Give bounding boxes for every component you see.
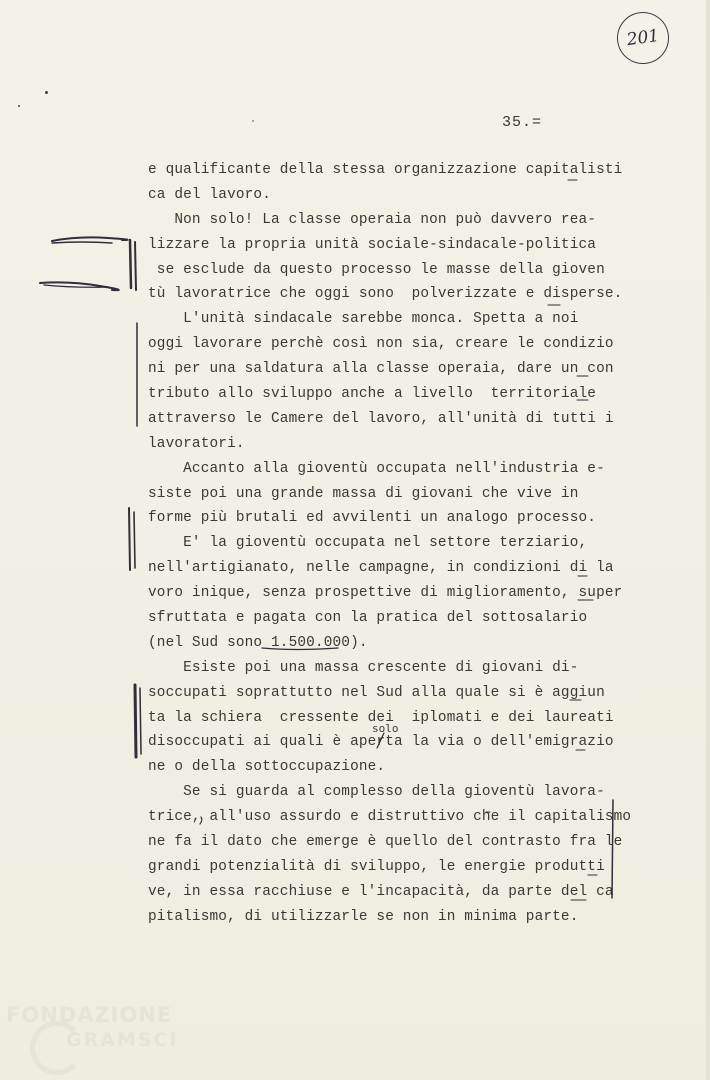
text-line: se esclude da questo processo le masse della gioven: [148, 261, 605, 278]
text-line: ve, in essa racchiuse e l'incapacità, da parte del ca: [148, 883, 614, 900]
text-line: Esiste poi una massa crescente di giovani di-: [148, 659, 579, 676]
text-line: lavoratori.: [148, 435, 245, 452]
text-line: sfruttata e pagata con la pratica del sottosalario: [148, 610, 588, 627]
handwritten-insertion: solo: [372, 722, 399, 735]
foundation-watermark: [6, 1003, 181, 1073]
text-line: ni per una saldatura alla classe operaia, dare un con: [148, 361, 614, 378]
text-line: oggi lavorare perchè così non sia, creare le condizio: [148, 336, 614, 353]
text-line: ne fa il dato che emerge è quello del contrasto fra le: [148, 834, 623, 851]
text-line: trice, all'uso assurdo e distruttivo che il capitalismo: [148, 809, 632, 826]
text-line: tributo allo sviluppo anche a livello territoriale: [148, 386, 597, 403]
watermark-line2: GRAMSCI: [66, 1029, 179, 1051]
text-line: ca del lavoro.: [148, 186, 272, 203]
typed-text-body: [148, 158, 632, 930]
watermark-line1: FONDAZIONE: [6, 1003, 173, 1027]
text-line: tù lavoratrice che oggi sono polverizzate e disperse.: [148, 286, 623, 303]
text-line: attraverso le Camere del lavoro, all'unità di tutti i: [148, 410, 614, 427]
page-edge: [706, 0, 710, 1080]
text-line: forme più brutali ed avvilenti un analogo processo.: [148, 510, 597, 527]
text-line: nell'artigianato, nelle campagne, in condizioni di la: [148, 560, 614, 577]
text-line: disoccupati ai quali è aperta la via o dell'emigrazio: [148, 734, 614, 751]
text-line: Se si guarda al complesso della gioventù lavora-: [148, 784, 605, 801]
text-line: E' la gioventù occupata nel settore terziario,: [148, 535, 588, 552]
page-number: 35.=: [502, 114, 543, 131]
ink-speck: [252, 120, 254, 122]
text-line: soccupati soprattutto nel Sud alla quale si è aggiun: [148, 684, 605, 701]
text-line: e qualificante della stessa organizzazione capitalisti: [148, 162, 623, 178]
text-line: siste poi una grande massa di giovani che vive in: [148, 485, 579, 502]
text-line: (nel Sud sono 1.500.000).: [148, 634, 368, 651]
text-line: pitalismo, di utilizzarle se non in minima parte.: [148, 908, 579, 925]
text-line: Accanto alla gioventù occupata nell'industria e-: [148, 460, 605, 477]
text-line: grandi potenzialità di sviluppo, le energie produtti: [148, 858, 605, 875]
text-line: voro inique, senza prospettive di miglioramento, super: [148, 585, 623, 602]
text-line: L'unità sindacale sarebbe monca. Spetta a noi: [148, 311, 579, 328]
ink-speck: [45, 91, 48, 94]
archive-page-number: 201: [625, 25, 661, 51]
text-line: Non solo! La classe operaia non può davvero rea-: [148, 211, 597, 228]
text-line: lizzare la propria unità sociale-sindacale-politica: [148, 236, 597, 253]
text-line: ne o della sottoccupazione.: [148, 759, 386, 776]
text-line: ta la schiera cressente dei iplomati e dei laureati: [148, 709, 614, 726]
ink-speck: [18, 105, 20, 107]
